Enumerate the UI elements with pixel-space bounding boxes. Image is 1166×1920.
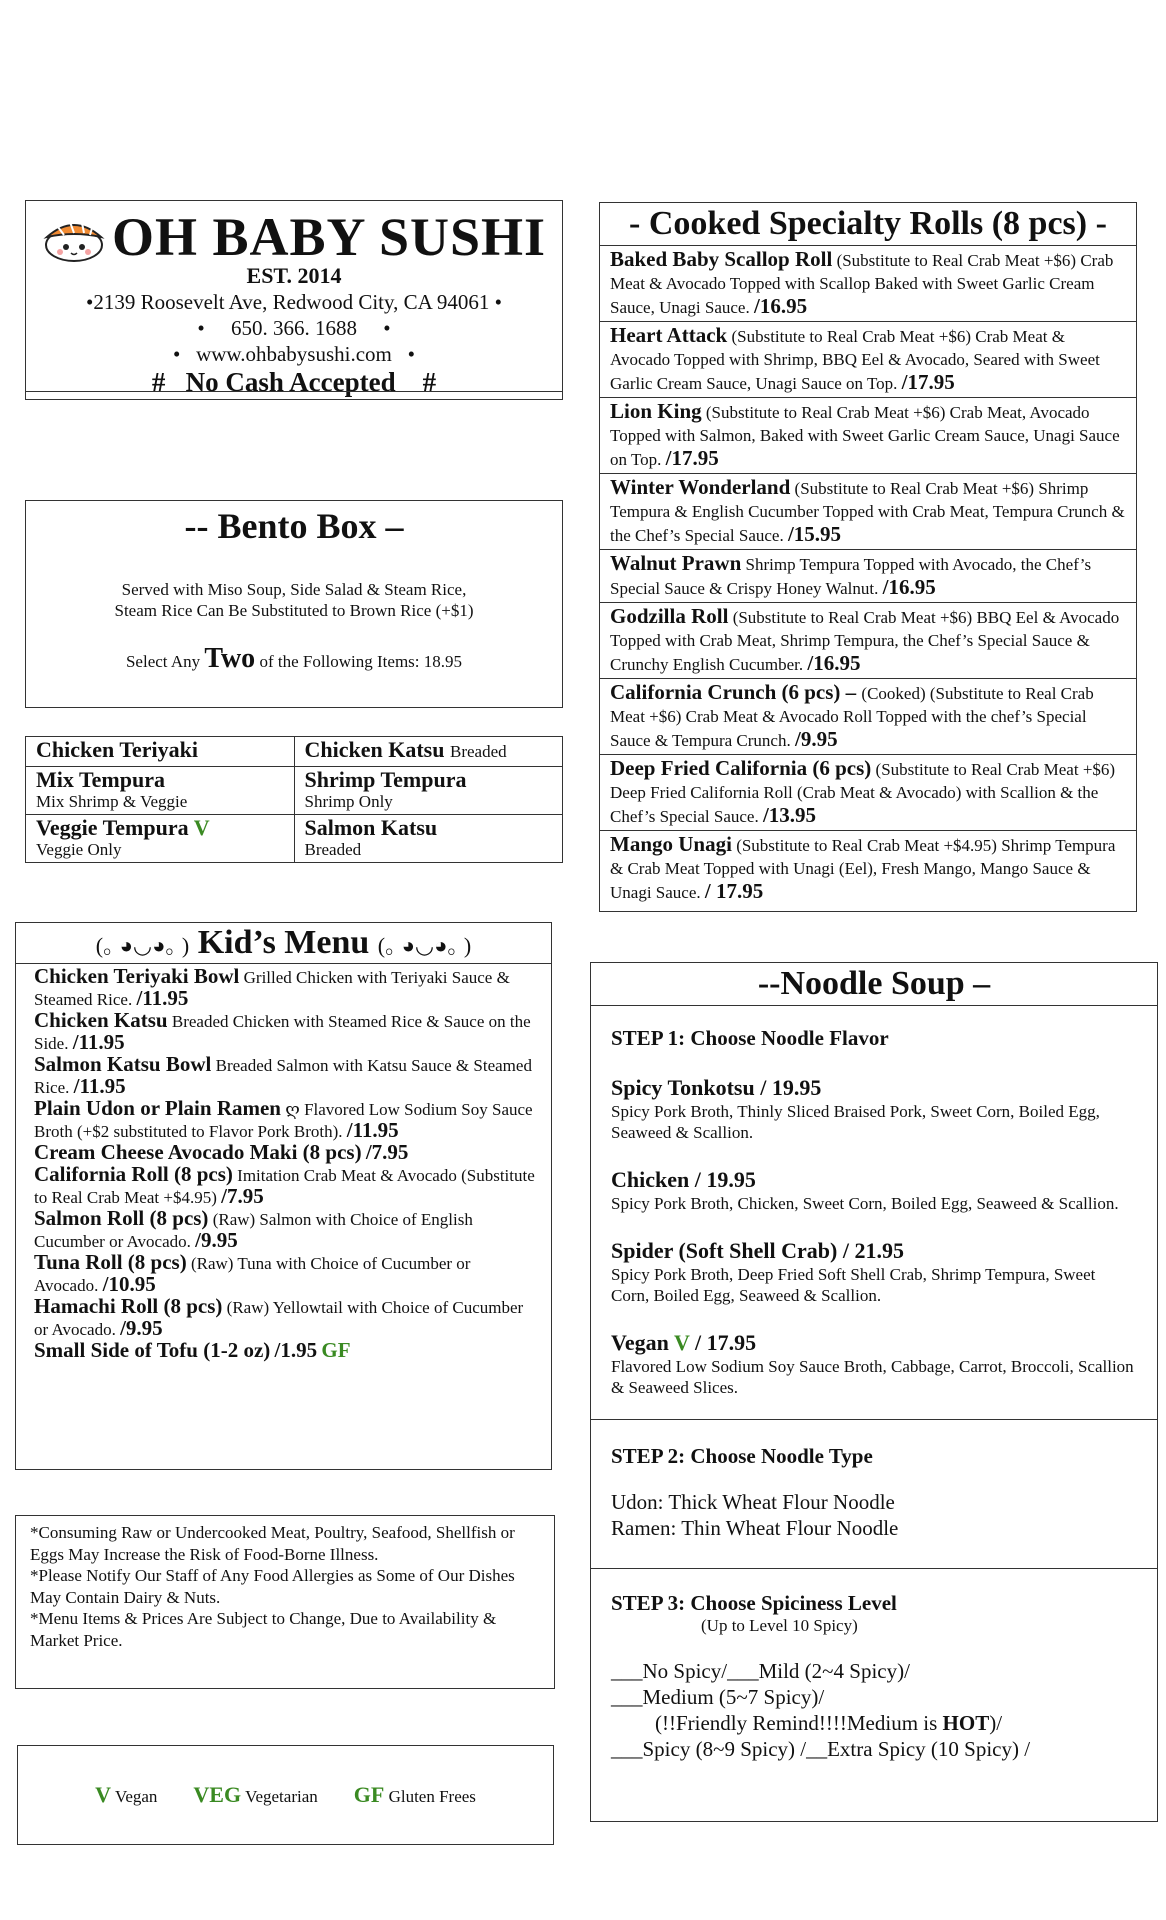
bento-item: Chicken Katsu Breaded bbox=[294, 737, 563, 767]
roll-description: Shrimp Tempura Topped with Avocado, the Chef’s Special Sauce & Crispy Honey Walnut. bbox=[610, 555, 1092, 598]
kids-menu-item bbox=[34, 966, 537, 1010]
diet-tag: V bbox=[673, 1330, 690, 1355]
item-name: Small Side of Tofu (1-2 oz) bbox=[34, 1338, 271, 1362]
roll-item bbox=[600, 322, 1136, 398]
kids-menu-item bbox=[34, 1296, 537, 1340]
flavor-title bbox=[611, 1075, 1137, 1101]
item-description: (Raw) Yellowtail with Choice of Cucumber or Avocado. bbox=[34, 1298, 524, 1339]
flavor-description: Flavored Low Sodium Soy Sauce Broth, Cabbage, Carrot, Broccoli, Scallion & Seaweed Slices. bbox=[611, 1357, 1134, 1397]
step2-title: STEP 2: Choose Noodle Type bbox=[611, 1444, 873, 1468]
phone: • 650. 366. 1688 • bbox=[197, 316, 391, 340]
roll-description: (Cooked) (Substitute to Real Crab Meat +$6) Crab Meat & Avocado Roll Topped with the chef’s Special Sauce & Tempura Crunch. bbox=[610, 684, 1094, 750]
item-description: (Raw) Tuna with Choice of Cucumber or Avocado. bbox=[34, 1254, 471, 1295]
flavor-price: / 19.95 bbox=[760, 1075, 822, 1100]
kids-menu-item bbox=[34, 1252, 537, 1296]
flavor-description: Spicy Pork Broth, Deep Fried Soft Shell Crab, Shrimp Tempura, Sweet Corn, Boiled Egg, Seaweed & Scallion. bbox=[611, 1265, 1096, 1305]
item-price: /11.95 bbox=[136, 986, 189, 1010]
item-price: /11.95 bbox=[346, 1118, 399, 1142]
flavor-description: Spicy Pork Broth, Chicken, Sweet Corn, Boiled Egg, Seaweed & Scallion. bbox=[611, 1194, 1119, 1213]
item-description: Breaded Chicken with Steamed Rice & Sauce on the Side. bbox=[34, 1012, 531, 1053]
disclaimer-line: *Menu Items & Prices Are Subject to Change, Due to Availability & Market Price. bbox=[30, 1609, 497, 1650]
no-cash-notice: # No Cash Accepted # bbox=[151, 367, 437, 397]
roll-item bbox=[600, 474, 1136, 550]
step3-subtitle: (Up to Level 10 Spicy) bbox=[701, 1616, 858, 1635]
item-description: ღ Flavored Low Sodium Soy Sauce Broth (+$2 substituted to Flavor Pork Broth). bbox=[34, 1100, 533, 1141]
roll-name: Heart Attack bbox=[610, 323, 728, 347]
kids-menu-item bbox=[34, 1340, 537, 1362]
flavor-item bbox=[611, 1075, 1137, 1143]
flavor-price: / 17.95 bbox=[694, 1330, 757, 1355]
flavor-item bbox=[611, 1238, 1137, 1306]
item-description: (Raw) Salmon with Choice of English Cucumber or Avocado. bbox=[34, 1210, 473, 1251]
bento-item: Chicken Teriyaki bbox=[26, 737, 295, 767]
roll-item bbox=[600, 398, 1136, 474]
flavor-list bbox=[611, 1075, 1137, 1398]
item-name: Salmon Katsu Bowl bbox=[34, 1052, 212, 1076]
rolls-list bbox=[600, 246, 1136, 906]
roll-price: /15.95 bbox=[787, 522, 842, 546]
roll-name: California Crunch (6 pcs) – bbox=[610, 680, 862, 704]
item-price: /10.95 bbox=[102, 1272, 156, 1296]
bento-item: Veggie Tempura V Veggie Only bbox=[26, 815, 295, 863]
restaurant-name: OH BABY SUSHI bbox=[111, 207, 547, 267]
table-row bbox=[26, 767, 563, 815]
item-price: /9.95 bbox=[195, 1228, 238, 1252]
restaurant-header bbox=[25, 200, 563, 400]
flavor-name: Spicy Tonkotsu bbox=[611, 1075, 755, 1100]
diet-tag: GF bbox=[321, 1338, 351, 1362]
kids-heading: (｡ ◕◡◕｡ ) Kid’s Menu (｡ ◕◡◕｡ ) bbox=[15, 923, 552, 964]
legend-item: VEG Vegetarian bbox=[193, 1782, 318, 1807]
flavor-name: Vegan bbox=[611, 1330, 669, 1355]
roll-name: Mango Unagi bbox=[610, 832, 732, 856]
roll-name: Lion King bbox=[610, 399, 702, 423]
roll-item bbox=[600, 550, 1136, 603]
kids-menu-item bbox=[34, 1098, 537, 1142]
spice-option: ___Spicy (8~9 Spicy) /__Extra Spicy (10 Spicy) / bbox=[611, 1737, 1031, 1761]
flavor-name: Spider (Soft Shell Crab) bbox=[611, 1238, 838, 1263]
item-name: Cream Cheese Avocado Maki (8 pcs) bbox=[34, 1140, 362, 1164]
roll-price: /16.95 bbox=[753, 294, 808, 318]
roll-description: (Substitute to Real Crab Meat +$6) Crab Meat & Avocado Topped with Scallop Baked with Sweet Garlic Cream Sauce, Unagi Sauce. bbox=[610, 251, 1114, 317]
address: •2139 Roosevelt Ave, Redwood City, CA 94061 • bbox=[85, 290, 503, 314]
flavor-price: / 21.95 bbox=[842, 1238, 904, 1263]
roll-price: /16.95 bbox=[882, 575, 936, 599]
roll-price: /9.95 bbox=[794, 727, 838, 751]
legend-item: V Vegan bbox=[95, 1782, 158, 1807]
item-name: Plain Udon or Plain Ramen bbox=[34, 1096, 281, 1120]
bento-items-table bbox=[25, 736, 563, 863]
roll-description: (Substitute to Real Crab Meat +$6) Shrimp Tempura & English Cucumber Topped with Crab Meat, Tempura Crunch & the Chef’s Special Sauce. bbox=[610, 479, 1125, 545]
roll-price: / 17.95 bbox=[704, 879, 764, 903]
flavor-name: Chicken bbox=[611, 1167, 690, 1192]
divider bbox=[26, 391, 562, 392]
disclaimer-line: *Consuming Raw or Undercooked Meat, Poultry, Seafood, Shellfish or Eggs May Increase the Risk of Food-Borne Illness. bbox=[30, 1523, 515, 1564]
bento-select-text: Select Any Two of the Following Items: 18.95 bbox=[125, 643, 463, 674]
item-name: California Roll (8 pcs) bbox=[34, 1162, 233, 1186]
bento-box-section bbox=[25, 500, 563, 708]
noodle-type: Ramen: Thin Wheat Flour Noodle bbox=[611, 1516, 899, 1540]
bento-description: Served with Miso Soup, Side Salad & Steam Rice, Steam Rice Can Be Substituted to Brown Rice (+$1) bbox=[114, 580, 474, 620]
kids-menu-item bbox=[34, 1208, 537, 1252]
disclaimer-line: *Please Notify Our Staff of Any Food Allergies as Some of Our Dishes May Contain Dairy & Nuts. bbox=[30, 1566, 515, 1607]
bento-item: Mix Tempura Mix Shrimp & Veggie bbox=[26, 767, 295, 815]
roll-description: (Substitute to Real Crab Meat +$6) Crab Meat, Avocado Topped with Salmon, Baked with Sweet Garlic Cream Sauce, Unagi Sauce on Top. bbox=[610, 403, 1120, 469]
noodle-soup-section bbox=[590, 962, 1158, 1822]
sushi-mascot-icon bbox=[42, 211, 106, 263]
roll-name: Baked Baby Scallop Roll bbox=[610, 247, 833, 271]
noodle-step2 bbox=[591, 1420, 1157, 1569]
noodle-step1 bbox=[591, 1006, 1157, 1420]
roll-description: (Substitute to Real Crab Meat +$6) Crab Meat & Avocado Topped with Shrimp, BBQ Eel & Avocado, Seared with Sweet Garlic Cream Sauce, Unagi Sauce on Top. bbox=[610, 327, 1100, 393]
roll-description: (Substitute to Real Crab Meat +$6) Deep Fried California Roll (Crab Meat & Avocado) with Scallion & the Chef’s Special Sauce. bbox=[610, 760, 1116, 826]
established-year: EST. 2014 bbox=[246, 263, 342, 288]
item-name: Hamachi Roll (8 pcs) bbox=[34, 1294, 223, 1318]
roll-price: /13.95 bbox=[762, 803, 817, 827]
noodle-heading: --Noodle Soup – bbox=[590, 963, 1158, 1006]
bento-heading: -- Bento Box – bbox=[184, 506, 404, 546]
website: • www.ohbabysushi.com • bbox=[172, 342, 415, 366]
item-price: /11.95 bbox=[72, 1030, 125, 1054]
table-row bbox=[26, 737, 563, 767]
kids-menu-item bbox=[34, 1054, 537, 1098]
kids-items-list bbox=[16, 964, 551, 1362]
step1-title: STEP 1: Choose Noodle Flavor bbox=[611, 1026, 889, 1050]
item-price: /1.95 bbox=[274, 1338, 318, 1362]
roll-name: Walnut Prawn bbox=[610, 551, 742, 575]
roll-description: (Substitute to Real Crab Meat +$4.95) Shrimp Tempura & Crab Meat Topped with Unagi (Eel), Fresh Mango, Mango Sauce & Unagi Sauce. bbox=[610, 836, 1116, 902]
roll-price: /17.95 bbox=[901, 370, 955, 394]
item-name: Chicken Teriyaki Bowl bbox=[34, 964, 240, 988]
item-description: Breaded Salmon with Katsu Sauce & Steamed Rice. bbox=[34, 1056, 532, 1097]
bento-item: Shrimp Tempura Shrimp Only bbox=[294, 767, 563, 815]
item-name: Salmon Roll (8 pcs) bbox=[34, 1206, 209, 1230]
item-description: Grilled Chicken with Teriyaki Sauce & Steamed Rice. bbox=[34, 968, 510, 1009]
kids-menu-item bbox=[34, 1164, 537, 1208]
legend-item: GF Gluten Frees bbox=[353, 1782, 476, 1807]
step3-title: STEP 3: Choose Spiciness Level bbox=[611, 1591, 897, 1615]
flavor-description: Spicy Pork Broth, Thinly Sliced Braised Pork, Sweet Corn, Boiled Egg, Seaweed & Scallion. bbox=[611, 1102, 1100, 1142]
roll-item bbox=[600, 246, 1136, 322]
flavor-item bbox=[611, 1167, 1137, 1214]
roll-price: /17.95 bbox=[665, 446, 719, 470]
item-price: /11.95 bbox=[73, 1074, 126, 1098]
noodle-type: Udon: Thick Wheat Flour Noodle bbox=[611, 1490, 895, 1514]
spice-option: ___No Spicy/___Mild (2~4 Spicy)/ bbox=[611, 1659, 910, 1683]
roll-item bbox=[600, 679, 1136, 755]
kids-menu-item bbox=[34, 1142, 537, 1164]
roll-name: Winter Wonderland bbox=[610, 475, 791, 499]
roll-item bbox=[600, 831, 1136, 906]
flavor-title bbox=[611, 1167, 1137, 1193]
table-row bbox=[26, 815, 563, 863]
item-price: /7.95 bbox=[365, 1140, 409, 1164]
spice-warning: (!!Friendly Remind!!!!Medium is HOT)/ bbox=[655, 1711, 1003, 1735]
roll-item bbox=[600, 603, 1136, 679]
kids-menu-section bbox=[15, 922, 552, 1470]
item-price: /7.95 bbox=[221, 1184, 264, 1208]
roll-price: /16.95 bbox=[807, 651, 861, 675]
specialty-rolls-section bbox=[599, 202, 1137, 912]
item-description: Imitation Crab Meat & Avocado (Substitute to Real Crab Meat +$4.95) bbox=[34, 1166, 535, 1207]
diet-legend bbox=[17, 1745, 554, 1845]
flavor-title bbox=[611, 1238, 1137, 1264]
kids-menu-item bbox=[34, 1010, 537, 1054]
roll-item bbox=[600, 755, 1136, 831]
roll-name: Deep Fried California (6 pcs) bbox=[610, 756, 872, 780]
rolls-heading: - Cooked Specialty Rolls (8 pcs) - bbox=[600, 203, 1136, 246]
flavor-title bbox=[611, 1330, 1137, 1356]
flavor-price: / 19.95 bbox=[694, 1167, 756, 1192]
roll-name: Godzilla Roll bbox=[610, 604, 729, 628]
roll-description: (Substitute to Real Crab Meat +$6) BBQ Eel & Avocado Topped with Crab Meat, Shrimp Tempura, the Chef’s Special Sauce & Crunchy English Cucumber. bbox=[610, 608, 1120, 674]
bento-item: Salmon Katsu Breaded bbox=[294, 815, 563, 863]
disclaimer-box bbox=[15, 1515, 555, 1689]
flavor-item bbox=[611, 1330, 1137, 1398]
item-name: Tuna Roll (8 pcs) bbox=[34, 1250, 187, 1274]
item-name: Chicken Katsu bbox=[34, 1008, 168, 1032]
noodle-step3 bbox=[591, 1569, 1157, 1762]
spice-option: ___Medium (5~7 Spicy)/ bbox=[611, 1685, 825, 1709]
item-price: /9.95 bbox=[120, 1316, 163, 1340]
